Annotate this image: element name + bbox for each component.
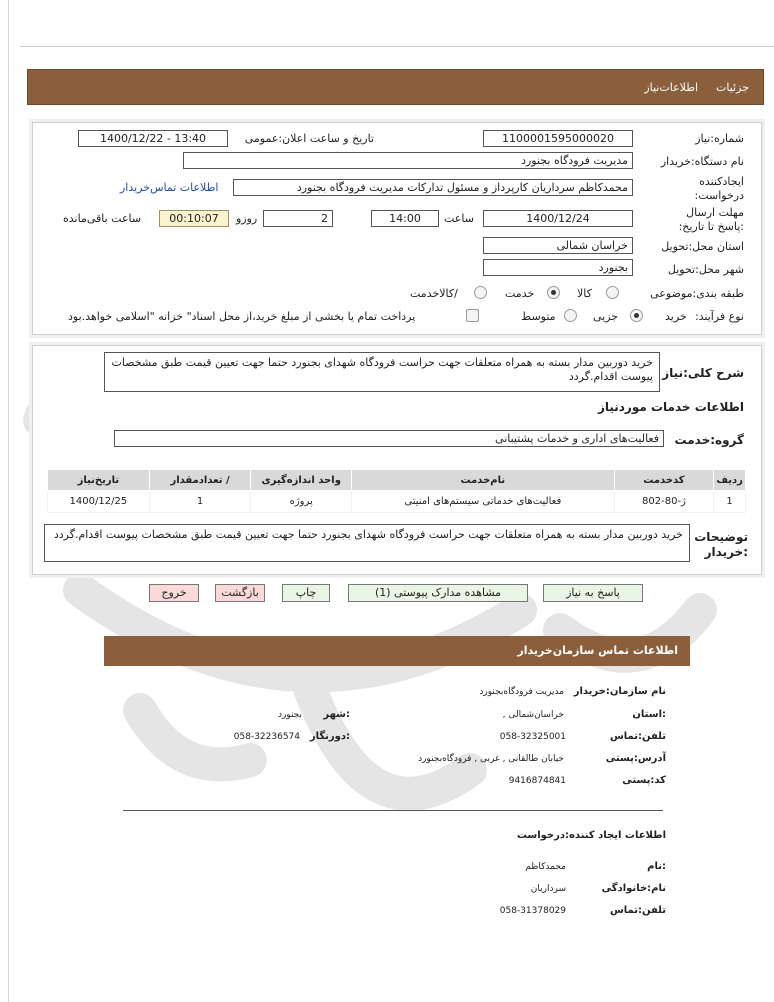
process-radio-minor[interactable] <box>630 309 643 322</box>
process-radio-medium[interactable] <box>564 309 577 322</box>
contact-postal-label: کد:پستی <box>622 775 666 786</box>
contact-city-label: :شهر <box>323 709 350 720</box>
contact-fax-label: :دورنگار <box>309 731 350 742</box>
contact-city: بجنورد <box>277 710 302 720</box>
back-button[interactable]: بازگشت <box>215 584 265 602</box>
category-radio-service[interactable] <box>547 286 560 299</box>
services-heading: اطلاعات خدمات موردنیاز <box>597 400 744 414</box>
category-option-service: خدمت <box>505 287 535 300</box>
contact-phone-label: تلفن:تماس <box>609 731 666 742</box>
contact-divider <box>123 810 663 811</box>
contact-province-label: :استان <box>632 709 666 720</box>
summary-label: شرح کلی:نیاز <box>662 366 744 380</box>
service-group-label: گروه:خدمت <box>674 433 744 447</box>
deadline-time-field: 14:00 <box>371 210 439 227</box>
process-option-minor: جزیی <box>593 310 619 323</box>
contact-org-label: نام سازمان:خریدار <box>573 686 666 697</box>
category-label: طبقه بندی:موضوعی <box>650 287 744 300</box>
category-option-goods: کالا <box>577 287 592 300</box>
deadline-time-label: ساعت <box>444 212 474 225</box>
city-field: بجنورد <box>483 259 633 276</box>
cell-row: 1 <box>714 491 746 513</box>
buyer-org-field: مدیریت فرودگاه بجنورد <box>183 152 633 169</box>
table-row <box>48 491 746 513</box>
need-number-field: 1100001595000020 <box>483 130 633 147</box>
remaining-label: ساعت باقی‌مانده <box>63 212 142 225</box>
process-option-medium: متوسط <box>521 310 556 323</box>
exit-button[interactable]: خروج <box>149 584 199 602</box>
announce-datetime-field: 1400/12/22 - 13:40 <box>78 130 228 147</box>
contact-org: مدیریت فرودگاه‌بجنورد <box>479 687 564 697</box>
creator-label: ایجادکننده درخواست: <box>694 175 744 202</box>
col-date-header: تاریخ‌نیاز <box>48 470 150 491</box>
attachments-button[interactable]: مشاهده مدارک پیوستی (1) <box>348 584 528 602</box>
category-option-goods-service: /کالاخدمت <box>410 287 458 300</box>
cell-qty: 1 <box>149 491 251 513</box>
cell-name: فعالیت‌های خدماتی سیستم‌های امنیتی <box>352 491 615 513</box>
col-code-header: کدخدمت <box>614 470 714 491</box>
deadline-label: مهلت ارسال :پاسخ تا تاریخ: <box>678 206 744 233</box>
treasury-payment-note: پرداخت تمام یا بخشی از مبلغ خرید،از محل اسناد" خزانه "اسلامی خواهد.بود <box>68 310 416 323</box>
reply-button[interactable]: پاسخ به نیاز <box>543 584 643 602</box>
province-field: خراسان شمالی <box>483 237 633 254</box>
cell-unit: پروژه <box>251 491 352 513</box>
remaining-timer: 00:10:07 <box>159 210 229 227</box>
summary-text: خرید دوربین مدار بسته به همراه متعلقات جهت حراست فرودگاه شهدای بجنورد حتما جهت تعیین قیمت طبق مشخصات پیوست اقدام.گردد <box>104 352 660 392</box>
province-label: استان محل:تحویل <box>661 240 744 253</box>
print-button[interactable]: چاپ <box>282 584 330 602</box>
category-radio-goods-service[interactable] <box>474 286 487 299</box>
col-name-header: نام‌خدمت <box>352 470 615 491</box>
table-header-row <box>48 470 746 491</box>
contact-address-label: آدرس:پستی <box>605 753 666 764</box>
top-divider <box>20 46 774 47</box>
contact-province: خراسان‌شمالی , <box>502 710 564 720</box>
days-label: روزو <box>236 212 258 225</box>
left-border <box>8 0 9 1002</box>
process-label: نوع فرآیند: <box>694 310 744 323</box>
cell-date: 1400/12/25 <box>48 491 150 513</box>
contact-postal: 9416874841 <box>508 776 566 786</box>
category-radio-goods[interactable] <box>606 286 619 299</box>
creator-field: محمدکاظم سرداریان کارپرداز و مسئول تدارکات مدیریت فرودگاه بجنورد <box>233 179 633 196</box>
buyer-org-label: نام دستگاه:خریدار <box>660 155 744 168</box>
need-number-label: شماره:نیاز <box>695 132 744 145</box>
col-qty-header: / تعدادمقدار <box>149 470 251 491</box>
contact-address: خیابان طالقانی , غربی , فرودگاه‌بجنورد <box>418 754 564 764</box>
buyer-notes-label: توضیحات :خریدار <box>694 530 748 559</box>
top-tab-bar <box>27 69 764 105</box>
cell-code: ژ-80-802 <box>614 491 714 513</box>
deadline-date-field: 1400/12/24 <box>483 210 633 227</box>
creator-name: محمدکاظم <box>525 862 566 872</box>
announce-label: تاریخ و ساعت اعلان:عمومی <box>244 132 374 145</box>
creator-phone-label: تلفن:تماس <box>609 905 666 916</box>
city-label: شهر محل:تحویل <box>667 263 744 276</box>
creator-phone: 058-31378029 <box>499 906 566 916</box>
contact-phone: 058-32325001 <box>499 732 566 742</box>
tab-details[interactable]: جزئیات <box>716 80 749 94</box>
process-buy-label: خرید <box>665 310 687 323</box>
creator-family: سرداریان <box>530 884 566 894</box>
col-row-header: ردیف <box>714 470 746 491</box>
service-group-field: فعالیت‌های اداری و خدمات پشتیبانی <box>114 430 664 447</box>
buyer-notes-text: خرید دوربین مدار بسته به همراه متعلقات جهت حراست فرودگاه شهدای بجنورد حتما جهت تعیین قیمت طبق مشخصات پیوست اقدام.گردد <box>44 524 690 562</box>
services-table <box>47 469 746 513</box>
creator-family-label: نام:خانوادگی <box>601 883 666 894</box>
creator-info-heading: اطلاعات ایجاد کننده:درخواست <box>516 830 666 841</box>
buyer-contact-header: اطلاعات تماس سازمان‌خریدار <box>104 636 690 666</box>
contact-fax: 058-32236574 <box>233 732 300 742</box>
creator-name-label: :نام <box>647 861 666 872</box>
tab-need-info[interactable]: اطلاعات‌نیاز <box>644 80 699 94</box>
col-unit-header: واحد اندازه‌گیری <box>251 470 352 491</box>
treasury-payment-checkbox[interactable] <box>466 309 479 322</box>
days-field: 2 <box>263 210 333 227</box>
buyer-contact-link[interactable]: اطلاعات تماس‌خریدار <box>120 181 219 194</box>
